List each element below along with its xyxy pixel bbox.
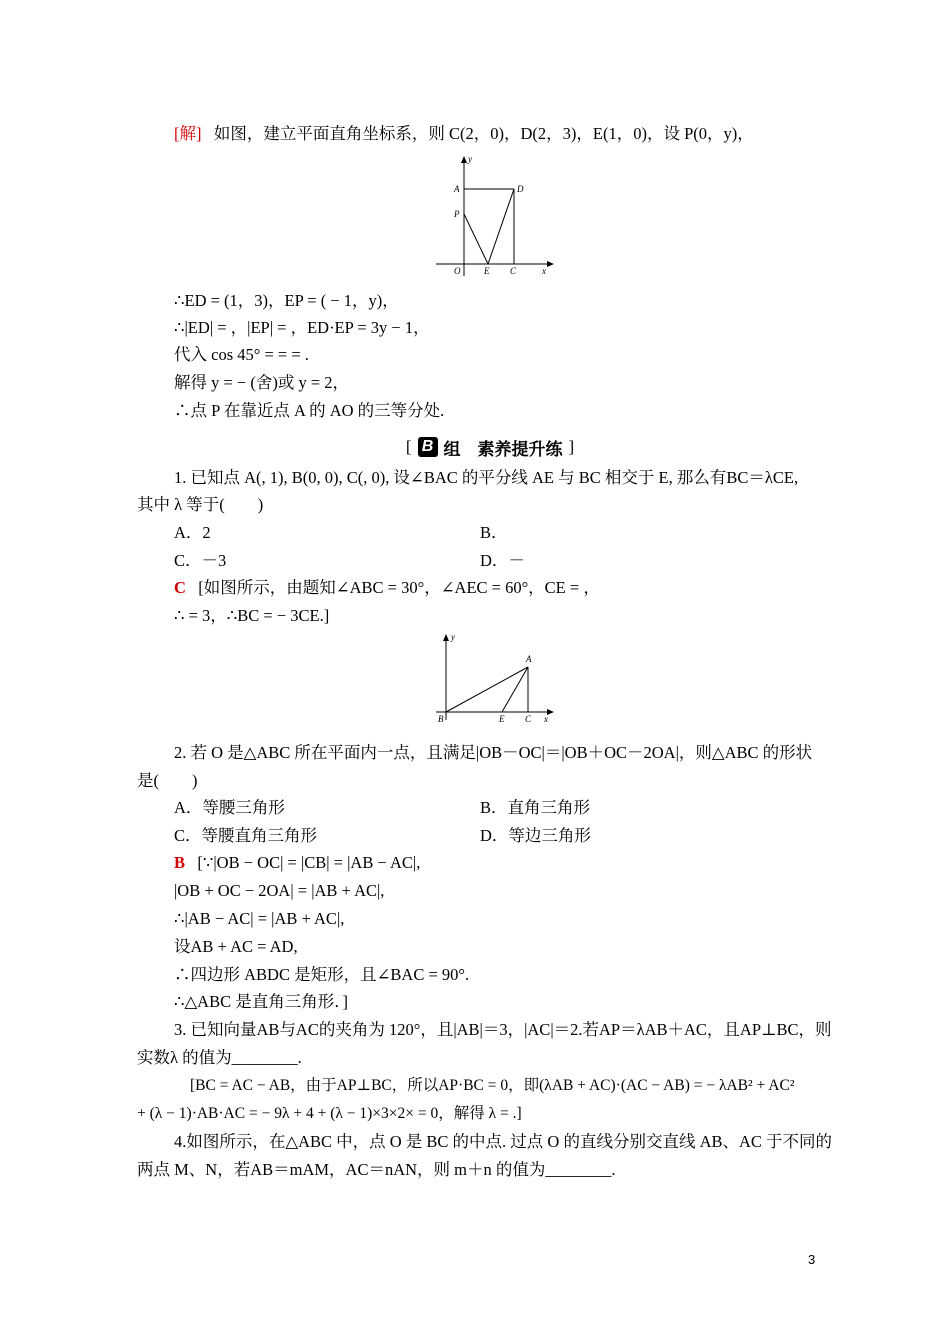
question-4-line-1: 4.如图所示，在△ABC 中，点 O 是 BC 的中点. 过点 O 的直线分别交直线 AB、AC 于不同的 bbox=[174, 1132, 833, 1151]
label-P: P bbox=[454, 209, 460, 219]
solution-line-1 bbox=[174, 124, 754, 144]
question-3-line-1: 3. 已知向量AB与AC的夹角为 120°，且|AB|＝3，|AC|＝2.若AP＝λAB＋AC，且AP⊥BC，则 bbox=[174, 1020, 832, 1039]
section-bracket-left: [ bbox=[405, 437, 412, 456]
label-E: E bbox=[484, 266, 490, 276]
question-1-line-2: 其中 λ 等于( ) bbox=[137, 495, 264, 514]
q3-solution-line-1: [BC = AC − AB，由于AP⊥BC，所以AP·BC = 0，即(λAB + AC)·(AC − AB) = − λAB² + AC² bbox=[190, 1077, 795, 1094]
solution-tag: [解] bbox=[174, 124, 202, 143]
q1-solution-line-2: ∴ = 3，∴BC = − 3CE.] bbox=[174, 606, 330, 625]
q2-option-c: C．等腰直角三角形 bbox=[174, 826, 318, 845]
label-C: C bbox=[510, 266, 517, 276]
x-arrow-icon bbox=[547, 709, 554, 715]
solution-text: 如图，建立平面直角坐标系，则 C(2，0)，D(2，3)，E(1，0)，设 P(0，y)， bbox=[213, 124, 754, 143]
q2-solution-line-3: ∴|AB − AC| = |AB + AC|, bbox=[174, 909, 345, 928]
label-C: C bbox=[525, 714, 532, 724]
y-arrow-icon bbox=[461, 156, 467, 163]
label-D: D bbox=[517, 184, 524, 194]
section-bracket-right: ] bbox=[568, 437, 575, 456]
question-1-line-1: 1. 已知点 A(, 1), B(0, 0), C(, 0), 设∠BAC 的平分线 AE 与 BC 相交于 E, 那么有BC＝λCE, bbox=[174, 468, 799, 487]
question-3-line-2: 实数λ 的值为________. bbox=[137, 1048, 302, 1067]
label-B: B bbox=[438, 714, 444, 724]
question-2-line-2: 是( ) bbox=[137, 771, 198, 790]
solution-line-4: 代入 cos 45° = = = . bbox=[174, 345, 309, 364]
q2-solution-line-2: |OB + OC − 2OA| = |AB + AC|, bbox=[174, 881, 385, 900]
label-E: E bbox=[499, 714, 505, 724]
q1-answer: C bbox=[174, 578, 186, 597]
label-O: O bbox=[454, 266, 461, 276]
question-2-line-1: 2. 若 O 是△ABC 所在平面内一点，且满足|OB－OC|＝|OB＋OC－2OA|，则△ABC 的形状 bbox=[174, 743, 813, 762]
label-A: A bbox=[526, 654, 532, 664]
solution-line-2: ∴ED = (1，3)，EP = ( − 1，y)， bbox=[174, 291, 399, 310]
q2-answer: B bbox=[174, 853, 186, 872]
y-arrow-icon bbox=[443, 634, 449, 641]
q1-solution-text: [如图所示，由题知∠ABC = 30°，∠AEC = 60°，CE = ， bbox=[198, 578, 600, 597]
solution-line-3: ∴|ED| = ，|EP| = ，ED·EP = 3y − 1， bbox=[174, 318, 430, 337]
figure-triangle-abc bbox=[430, 630, 560, 726]
q2-solution-line-6: ∴△ABC 是直角三角形．] bbox=[174, 992, 348, 1011]
section-badge: B bbox=[418, 437, 438, 457]
label-y: y bbox=[468, 154, 472, 164]
q1-option-c: C．－3 bbox=[174, 551, 227, 570]
label-x: x bbox=[544, 714, 548, 724]
q2-solution-line-5: ∴四边形 ABDC 是矩形，且∠BAC = 90°. bbox=[174, 965, 470, 984]
label-x: x bbox=[542, 266, 546, 276]
section-heading bbox=[390, 434, 590, 460]
q1-option-a: A．2 bbox=[174, 523, 211, 542]
x-arrow-icon bbox=[547, 261, 554, 267]
segment-PE bbox=[464, 214, 488, 264]
solution-line-6: ∴点 P 在靠近点 A 的 AO 的三等分处. bbox=[174, 401, 445, 420]
q2-solution-line-4: 设AB + AC = AD, bbox=[174, 937, 298, 956]
q2-solution-line-1 bbox=[174, 853, 420, 873]
q1-option-d: D．－ bbox=[480, 551, 525, 570]
label-y: y bbox=[451, 632, 455, 642]
segment-BA bbox=[446, 667, 528, 712]
segment-ED bbox=[488, 189, 514, 264]
q1-solution-line-1 bbox=[174, 578, 600, 598]
q2-option-d: D．等边三角形 bbox=[480, 826, 591, 845]
q2-option-b: B．直角三角形 bbox=[480, 798, 591, 817]
section-title: 组 素养提升练 bbox=[443, 439, 563, 459]
question-4-line-2: 两点 M、N，若AB＝mAM，AC＝nAN，则 m＋n 的值为________. bbox=[137, 1160, 616, 1179]
q2-solution-text: [∵|OB − OC| = |CB| = |AB − AC|, bbox=[197, 853, 421, 872]
page-number: 3 bbox=[808, 1252, 816, 1267]
q1-option-b: B． bbox=[480, 523, 508, 542]
label-A: A bbox=[454, 184, 460, 194]
solution-line-5: 解得 y = − (舍)或 y = 2， bbox=[174, 373, 350, 392]
q3-solution-line-2: + (λ − 1)·AB·AC = − 9λ + 4 + (λ − 1)×3×2× = 0，解得 λ = .] bbox=[137, 1105, 522, 1122]
q2-option-a: A．等腰三角形 bbox=[174, 798, 285, 817]
figure-coordinate-rectangle bbox=[430, 150, 560, 280]
